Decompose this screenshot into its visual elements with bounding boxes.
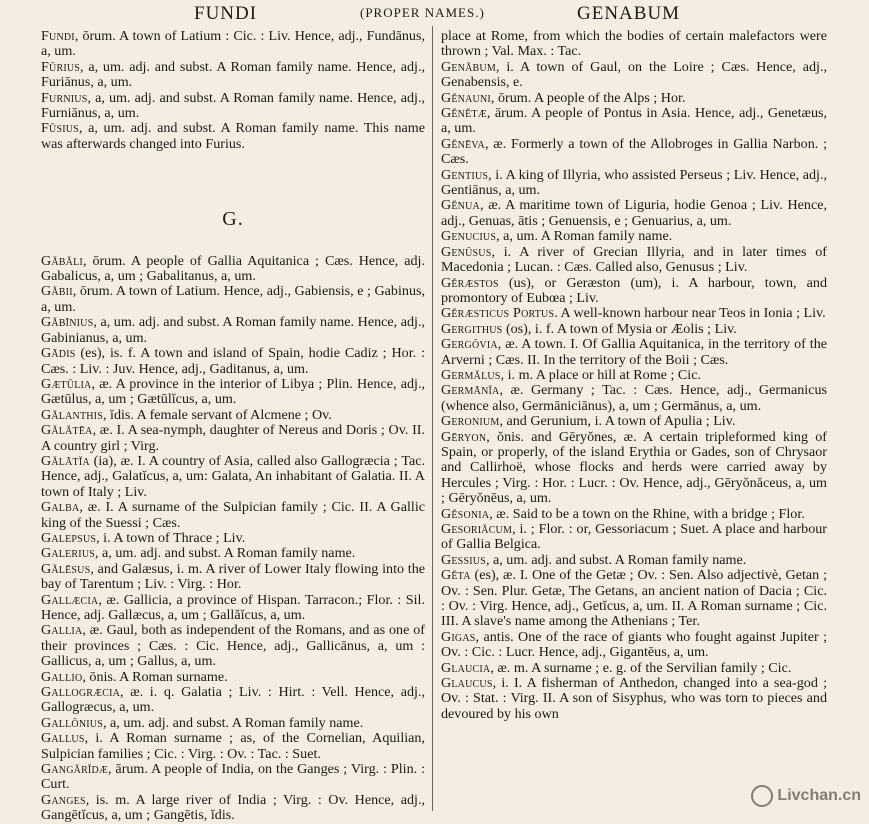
dictionary-entry	[41, 546, 425, 561]
entry-definition: , ĭdis. A female servant of Alcmene ; Ov.	[102, 406, 332, 423]
entry-headword: Gergithus	[441, 320, 503, 337]
entry-headword: Gallia	[41, 622, 83, 639]
entry-definition: , i. m. A place or hill at Rome ; Cic.	[500, 366, 701, 383]
entry-definition: , i. A river of Grecian Illyria, and in later times of Macedonia ; Lucan. : Cæs. Called also, Genusus ; Liv.	[441, 243, 827, 276]
entry-definition: , and Gerunium, i. A town of Apulia ; Liv.	[499, 413, 736, 430]
entry-definition: , and Galæsus, i. m. A river of Lower Italy flowing into the bay of Tarentum ; Liv. : Virg. : Hor.	[41, 560, 425, 593]
entry-definition: , æ. A town. I. Of Gallia Aquitanica, in the territory of the Arverni ; Cæs. II. In the territory of the Boii ; Cæs.	[441, 336, 827, 368]
dictionary-entry	[441, 383, 827, 414]
g-entries	[41, 254, 425, 824]
dictionary-entry	[41, 762, 425, 793]
dictionary-entry	[441, 553, 827, 568]
dictionary-entry	[41, 29, 425, 60]
entry-headword: Găbăli	[41, 252, 83, 269]
entry-definition: . A well-known harbour near Teos in Ionia ; Liv.	[554, 305, 826, 322]
dictionary-entry	[41, 315, 425, 346]
entry-definition: , æ. A province in the interior of Libya ; Plin. Hence, adj., Gætūlus, a, um ; Gætūlĭcus, a, um.	[41, 375, 425, 408]
column-divider	[432, 26, 433, 811]
entry-headword: Gesoriăcum	[441, 521, 513, 537]
entry-definition: , antis. One of the race of giants who fought against Jupiter ; Ov. : Cic. : Lucr. Hence, adj., Gigantēus, a, um.	[441, 628, 827, 661]
entry-definition: (os), i. f. A town of Mysia or Æolis ; Liv.	[502, 320, 737, 337]
dictionary-entry	[41, 562, 425, 593]
dictionary-entry	[441, 430, 827, 507]
dictionary-entry	[41, 377, 425, 408]
entry-headword: Gallio	[41, 668, 83, 685]
dictionary-entry	[441, 522, 827, 553]
entry-definition: , a, um. adj. and subst. A Roman family name.	[95, 545, 356, 562]
entry-headword: Gangărĭdæ	[41, 761, 108, 778]
entry-definition: , ōrum. A people of the Alps ; Hor.	[490, 89, 686, 106]
entry-headword: Gĕnēva	[441, 135, 485, 152]
entry-headword: Glaucia	[441, 659, 491, 676]
entry-definition: , a, um. adj. and subst. A Roman family name. Hence, adj., Gabinianus, a, um.	[41, 314, 425, 346]
entry-definition: (es), is. f. A town and island of Spain, hodie Cadiz ; Hor. : Cæs. : Liv. : Juv. Hence, adj., Gaditanus, a, um.	[41, 345, 425, 377]
entry-definition: , æ. Germany ; Tac. : Cæs. Hence, adj., Germanicus (whence also, Germāniciānus), a, um ; Germānus, a, um.	[441, 382, 827, 414]
running-header	[0, 0, 869, 28]
entry-headword: Gallōnius	[41, 714, 103, 731]
dictionary-entry	[41, 91, 425, 122]
dictionary-entry	[441, 91, 827, 106]
dictionary-entry	[41, 793, 425, 824]
entry-definition: , is. m. A large river of India ; Virg. : Ov. Hence, adj., Gangētĭcus, a, um ; Gangētis, ĭdis.	[41, 791, 425, 824]
entry-definition: (us), or Geræston (um), i. A harbour, town, and promontory of Eubœa ; Liv.	[441, 274, 827, 306]
dictionary-entry	[441, 168, 827, 199]
dictionary-entry	[441, 106, 827, 137]
entry-definition: , a, um. A Roman family name.	[496, 228, 673, 245]
right-entries	[441, 60, 827, 722]
entry-headword: Genucius	[441, 228, 497, 245]
entry-definition: , æ. m. A surname ; e. g. of the Servilian family ; Cic.	[490, 659, 792, 676]
dictionary-entry	[41, 731, 425, 762]
watermark	[751, 785, 861, 807]
entry-headword: Gĕnauni	[441, 89, 491, 106]
entry-continuation: place at Rome, from which the bodies of certain malefactors were thrown ; Val. Max. : Tac.	[441, 28, 827, 60]
dictionary-entry	[41, 623, 425, 669]
entry-definition: , i. A town of Gaul, on the Loire ; Cæs. Hence, adj., Genabensis, e.	[441, 58, 827, 91]
watermark-text: Livchan.cn	[777, 787, 861, 805]
entry-definition: , æ. I. A surname of the Sulpician family ; Cic. II. A Gallic king of the Suessi ; Cæs.	[41, 499, 425, 531]
entry-headword: Galerius	[41, 545, 95, 562]
dictionary-entry	[41, 346, 425, 377]
entry-headword: Gādis	[41, 345, 76, 362]
entry-headword: Gergŏvia	[441, 336, 498, 353]
dictionary-entry	[441, 368, 827, 383]
entry-definition: , a, um. adj. and subst. A Roman family name. Hence, adj., Furniānus, a, um.	[41, 89, 425, 122]
dictionary-entry	[441, 198, 827, 229]
entry-definition: , a, um. adj. and subst. A Roman family name. Hence, adj., Furiānus, a, um.	[41, 58, 425, 91]
entry-headword: Gēryon	[441, 428, 487, 445]
entry-headword: Furnius	[41, 89, 88, 106]
dictionary-entry	[41, 593, 425, 624]
dictionary-entry	[41, 500, 425, 531]
entry-headword: Gigas	[441, 628, 476, 645]
entry-headword: Genăbum	[441, 58, 496, 75]
dictionary-entry	[41, 531, 425, 546]
letter-heading: G.	[222, 208, 244, 231]
dictionary-entry	[441, 137, 827, 168]
entry-definition: , i. A Roman surname ; as, of the Cornelian, Aquilian, Sulpician families ; Cic. : Virg. : Ov. : Tac. : Suet.	[41, 730, 425, 762]
dictionary-entry	[441, 414, 827, 429]
dictionary-entry	[41, 121, 425, 152]
entry-headword: Genūsus	[441, 243, 492, 260]
entry-definition: , ōrum. A people of Gallia Aquitanica ; Cæs. Hence, adj. Gabalicus, a, um ; Gabalitanus, a, um.	[41, 252, 425, 285]
right-column	[441, 29, 827, 722]
entry-definition: , ōrum. A town of Latium : Cic. : Liv. Hence, adj., Fundānus, a, um.	[41, 28, 425, 60]
dictionary-entry	[41, 423, 425, 454]
entry-headword: Glaucus	[441, 675, 493, 692]
entry-headword: Gessius	[441, 551, 486, 568]
entry-definition: , ārum. A people of Pontus in Asia. Hence, adj., Genetæus, a, um.	[441, 105, 827, 137]
entry-headword: Fūsius	[41, 120, 79, 137]
entry-headword: Găbii	[41, 283, 73, 300]
entry-headword: Gălēsus	[41, 560, 91, 577]
entry-definition: , æ. A maritime town of Liguria, hodie Genoa ; Liv. Hence, adj., Genuas, ātis ; Genuensis, e ; Genuarius, a, um.	[441, 197, 827, 229]
dictionary-entry	[441, 661, 827, 676]
dictionary-entry	[41, 408, 425, 423]
header-right-guideword: GENABUM	[577, 3, 681, 24]
entry-definition: , ōrum. A town of Latium. Hence, adj., Gabiensis, e ; Gabinus, a, um.	[41, 283, 425, 315]
dictionary-entry	[41, 716, 425, 731]
entry-headword: Gallæcia	[41, 591, 99, 608]
dictionary-entry	[41, 284, 425, 315]
entry-definition: , i. ; Flor. : or, Gessoriacum ; Suet. A place and harbour of Gallia Belgica.	[441, 521, 827, 553]
entry-headword: Germălus	[441, 366, 501, 383]
entry-definition: , æ. I. A sea-nymph, daughter of Nereus and Doris ; Ov. II. A country girl ; Virg.	[41, 422, 425, 454]
entry-definition: , æ. Gaul, both as independent of the Romans, and as one of their provinces ; Cæs. : Cic. Hence, adj., Gallicānus, a, um : Gallicus, a, um ; Gallus, a, um.	[41, 622, 425, 670]
dictionary-entry	[41, 685, 425, 716]
dictionary-entry	[441, 229, 827, 244]
entry-definition: , i. A town of Thrace ; Liv.	[96, 529, 246, 546]
entry-definition: , i. A king of Illyria, who assisted Perseus ; Liv. Hence, adj., Gentiānus, a, um.	[441, 166, 827, 199]
entry-headword: Gætūlia	[41, 375, 92, 392]
dictionary-entry	[41, 454, 425, 500]
dictionary-entry	[441, 507, 827, 522]
entry-headword: Gĕnĕtæ	[441, 105, 487, 122]
entry-definition: , a, um. adj. and subst. A Roman family name.	[485, 551, 747, 568]
entry-headword: Gĕta	[441, 567, 471, 584]
entry-definition: , ārum. A people of India, on the Ganges ; Virg. : Plin. : Curt.	[41, 761, 425, 793]
dictionary-entry	[41, 60, 425, 91]
dictionary-entry	[441, 60, 827, 91]
left-column	[41, 29, 425, 824]
dictionary-entry	[441, 306, 827, 321]
dictionary-entry	[441, 630, 827, 661]
entry-headword: Gălanthis	[41, 406, 103, 423]
entry-definition: , ŏnis. and Gēryŏnes, æ. A certain tripleformed king of Spain, or properly, of the island Erythia or Gades, son of Chrysaor and Callirhoë, whose flocks and herds were carried away by Hercules ; Virg. : Hor. : Lucr. : Ov. Hence, adj., Gēryŏnăceus, a, um ; Gēryŏnēus, a, um.	[441, 428, 827, 507]
entry-definition: , a, um. adj. and subst. A Roman family name. This name was afterwards changed into Furius.	[41, 120, 425, 152]
header-left-guideword: FUNDI	[194, 3, 258, 24]
entry-definition: (es), æ. I. One of the Getæ ; Ov. : Sen. Also adjectivè, Getan ; Ov. : Sen. Plur. Getæ, The Getans, an ancient nation of Dacia ; Cic. : Ov. : Virg. Hence, adj., Getĭcus, a, um. II. A Roman surname ; Cic. III. A slave's name among the Athenians ; Ter.	[441, 567, 827, 630]
entry-definition: , æ. Gallicia, a province of Hispan. Tarracon.; Flor. : Sil. Hence, adj. Gallæcus, a, um ; Gallăĭcus, a, um.	[41, 591, 425, 623]
watermark-logo-icon	[751, 785, 773, 807]
dictionary-entry	[441, 676, 827, 722]
entry-headword: Fūrius	[41, 58, 81, 75]
entry-headword: Gălătēa	[41, 422, 93, 439]
entry-headword: Gĕnua	[441, 197, 480, 214]
entry-headword: Ganges	[41, 791, 86, 808]
entry-headword: Galba	[41, 499, 80, 516]
entry-definition: , a, um. adj. and subst. A Roman family name.	[102, 714, 364, 731]
header-section-label: (PROPER NAMES.)	[360, 5, 485, 20]
entry-headword: Geronium	[441, 413, 500, 430]
entry-headword: Gĕsonia	[441, 505, 490, 522]
dictionary-entry	[441, 568, 827, 630]
entry-headword: Gĕræsticus Portus	[441, 305, 555, 322]
entry-definition: , æ. Formerly a town of the Allobroges in Gallia Narbon. ; Cæs.	[441, 135, 827, 168]
dictionary-entry	[441, 245, 827, 276]
entry-headword: Galepsus	[41, 529, 97, 546]
entry-headword: Gălātĭa	[41, 452, 90, 469]
entry-headword: Gĕræstos	[441, 274, 499, 291]
f-entries	[41, 29, 425, 152]
dictionary-entry	[41, 670, 425, 685]
entry-headword: Germānĭa	[441, 382, 500, 399]
entry-definition: , i. I. A fisherman of Anthedon, changed into a sea-god ; Ov. : Stat. : Virg. II. A son of Sisyphus, who was torn to pieces and devoured by his own	[441, 675, 827, 722]
entry-definition: , æ. i. q. Galatia ; Liv. : Hirt. : Vell. Hence, adj., Gallogræcus, a, um.	[41, 684, 425, 716]
entry-headword: Găbīnius	[41, 314, 94, 331]
dictionary-entry	[441, 276, 827, 307]
dictionary-entry	[441, 337, 827, 368]
entry-definition: , æ. Said to be a town on the Rhine, with a bridge ; Flor.	[489, 505, 805, 522]
entry-definition: , ōnis. A Roman surname.	[82, 668, 228, 685]
dictionary-entry	[441, 322, 827, 337]
entry-headword: Gallogræcia	[41, 684, 121, 701]
entry-headword: Gentius	[441, 166, 489, 183]
entry-definition: (ia), æ. I. A country of Asia, called also Gallogræcia ; Tac. Hence, adj., Galatĭcus, a, um: Galata, An inhabitant of Galatia. II. A town of Italy ; Liv.	[41, 452, 425, 500]
entry-headword: Fundi	[41, 28, 75, 44]
entry-headword: Gallus	[41, 730, 85, 747]
dictionary-entry	[41, 254, 425, 285]
